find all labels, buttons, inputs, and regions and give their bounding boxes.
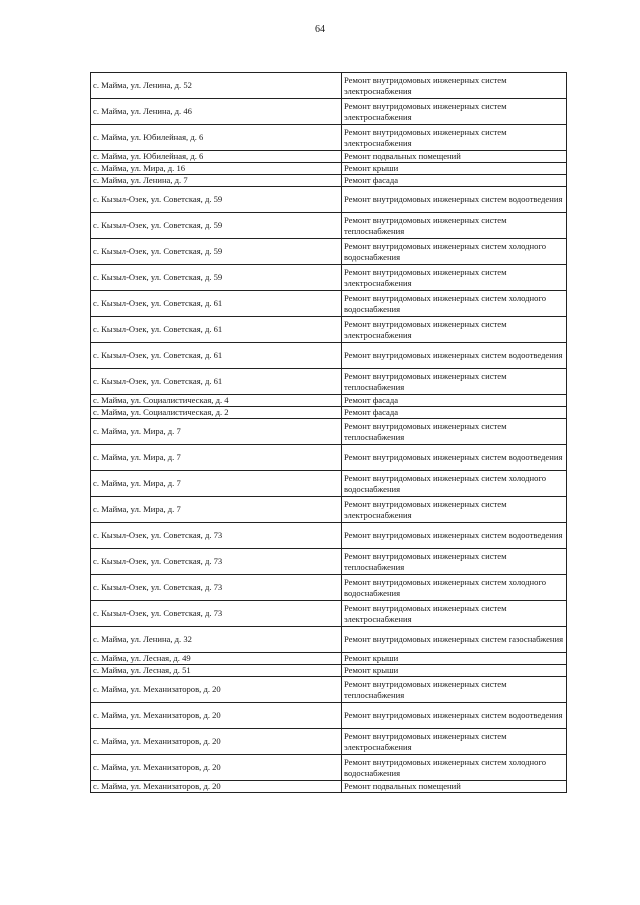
address-cell: с. Майма, ул. Юбилейная, д. 6 [91, 151, 342, 163]
table-row [91, 601, 567, 627]
table-row [91, 369, 567, 395]
table-row [91, 781, 567, 793]
table-row [91, 407, 567, 419]
table-row [91, 73, 567, 99]
work-type-cell: Ремонт внутридомовых инженерных систем холодного водоснабжения [342, 239, 567, 265]
work-type-cell: Ремонт внутридомовых инженерных систем электроснабжения [342, 99, 567, 125]
address-cell: с. Майма, ул. Механизаторов, д. 20 [91, 703, 342, 729]
table-row [91, 575, 567, 601]
address-cell: с. Майма, ул. Мира, д. 16 [91, 163, 342, 175]
work-type-cell: Ремонт крыши [342, 665, 567, 677]
table-row [91, 151, 567, 163]
work-type-cell: Ремонт внутридомовых инженерных систем водоотведения [342, 187, 567, 213]
address-cell: с. Кызыл-Озек, ул. Советская, д. 59 [91, 265, 342, 291]
address-cell: с. Майма, ул. Ленина, д. 7 [91, 175, 342, 187]
work-type-cell: Ремонт внутридомовых инженерных систем электроснабжения [342, 265, 567, 291]
work-type-cell: Ремонт внутридомовых инженерных систем электроснабжения [342, 497, 567, 523]
page-number: 64 [315, 24, 325, 35]
address-cell: с. Майма, ул. Ленина, д. 46 [91, 99, 342, 125]
table-row [91, 125, 567, 151]
table-row [91, 265, 567, 291]
work-type-cell: Ремонт внутридомовых инженерных систем водоотведения [342, 523, 567, 549]
table-row [91, 497, 567, 523]
table-row [91, 291, 567, 317]
address-cell: с. Майма, ул. Механизаторов, д. 20 [91, 729, 342, 755]
address-cell: с. Майма, ул. Ленина, д. 32 [91, 627, 342, 653]
table-row [91, 99, 567, 125]
work-type-cell: Ремонт подвальных помещений [342, 151, 567, 163]
work-type-cell: Ремонт фасада [342, 175, 567, 187]
repair-works-table [90, 72, 567, 793]
table-row [91, 677, 567, 703]
table-row [91, 395, 567, 407]
work-type-cell: Ремонт внутридомовых инженерных систем электроснабжения [342, 601, 567, 627]
address-cell: с. Майма, ул. Мира, д. 7 [91, 471, 342, 497]
address-cell: с. Майма, ул. Мира, д. 7 [91, 497, 342, 523]
address-cell: с. Кызыл-Озек, ул. Советская, д. 61 [91, 291, 342, 317]
work-type-cell: Ремонт внутридомовых инженерных систем водоотведения [342, 703, 567, 729]
work-type-cell: Ремонт внутридомовых инженерных систем холодного водоснабжения [342, 575, 567, 601]
work-type-cell: Ремонт внутридомовых инженерных систем холодного водоснабжения [342, 471, 567, 497]
work-type-cell: Ремонт внутридомовых инженерных систем теплоснабжения [342, 549, 567, 575]
table-row [91, 627, 567, 653]
work-type-cell: Ремонт внутридомовых инженерных систем теплоснабжения [342, 677, 567, 703]
work-type-cell: Ремонт внутридомовых инженерных систем холодного водоснабжения [342, 291, 567, 317]
work-type-cell: Ремонт крыши [342, 653, 567, 665]
table-row [91, 343, 567, 369]
table-row [91, 213, 567, 239]
address-cell: с. Кызыл-Озек, ул. Советская, д. 59 [91, 239, 342, 265]
table-row [91, 187, 567, 213]
table-body [91, 73, 567, 793]
address-cell: с. Кызыл-Озек, ул. Советская, д. 61 [91, 317, 342, 343]
work-type-cell: Ремонт крыши [342, 163, 567, 175]
table-row [91, 549, 567, 575]
address-cell: с. Майма, ул. Механизаторов, д. 20 [91, 781, 342, 793]
table-row [91, 471, 567, 497]
work-type-cell: Ремонт внутридомовых инженерных систем электроснабжения [342, 125, 567, 151]
work-type-cell: Ремонт внутридомовых инженерных систем электроснабжения [342, 729, 567, 755]
table-row [91, 755, 567, 781]
address-cell: с. Кызыл-Озек, ул. Советская, д. 73 [91, 601, 342, 627]
address-cell: с. Кызыл-Озек, ул. Советская, д. 61 [91, 343, 342, 369]
address-cell: с. Майма, ул. Механизаторов, д. 20 [91, 755, 342, 781]
address-cell: с. Кызыл-Озек, ул. Советская, д. 73 [91, 549, 342, 575]
table-row [91, 419, 567, 445]
work-type-cell: Ремонт внутридомовых инженерных систем водоотведения [342, 445, 567, 471]
work-type-cell: Ремонт фасада [342, 407, 567, 419]
address-cell: с. Майма, ул. Лесная, д. 51 [91, 665, 342, 677]
address-cell: с. Майма, ул. Социалистическая, д. 2 [91, 407, 342, 419]
address-cell: с. Кызыл-Озек, ул. Советская, д. 73 [91, 575, 342, 601]
table-row [91, 523, 567, 549]
work-type-cell: Ремонт внутридомовых инженерных систем теплоснабжения [342, 369, 567, 395]
address-cell: с. Кызыл-Озек, ул. Советская, д. 73 [91, 523, 342, 549]
table-row [91, 703, 567, 729]
address-cell: с. Майма, ул. Лесная, д. 49 [91, 653, 342, 665]
table-row [91, 665, 567, 677]
work-type-cell: Ремонт фасада [342, 395, 567, 407]
work-type-cell: Ремонт внутридомовых инженерных систем теплоснабжения [342, 213, 567, 239]
table-row [91, 175, 567, 187]
table-row [91, 653, 567, 665]
table-row [91, 163, 567, 175]
work-type-cell: Ремонт внутридомовых инженерных систем холодного водоснабжения [342, 755, 567, 781]
address-cell: с. Майма, ул. Социалистическая, д. 4 [91, 395, 342, 407]
table-row [91, 729, 567, 755]
address-cell: с. Майма, ул. Мира, д. 7 [91, 445, 342, 471]
work-type-cell: Ремонт внутридомовых инженерных систем электроснабжения [342, 73, 567, 99]
address-cell: с. Майма, ул. Механизаторов, д. 20 [91, 677, 342, 703]
table-row [91, 239, 567, 265]
address-cell: с. Кызыл-Озек, ул. Советская, д. 61 [91, 369, 342, 395]
address-cell: с. Майма, ул. Юбилейная, д. 6 [91, 125, 342, 151]
table-row [91, 445, 567, 471]
work-type-cell: Ремонт подвальных помещений [342, 781, 567, 793]
work-type-cell: Ремонт внутридомовых инженерных систем теплоснабжения [342, 419, 567, 445]
table-row [91, 317, 567, 343]
address-cell: с. Майма, ул. Мира, д. 7 [91, 419, 342, 445]
work-type-cell: Ремонт внутридомовых инженерных систем водоотведения [342, 343, 567, 369]
address-cell: с. Майма, ул. Ленина, д. 52 [91, 73, 342, 99]
address-cell: с. Кызыл-Озек, ул. Советская, д. 59 [91, 187, 342, 213]
work-type-cell: Ремонт внутридомовых инженерных систем электроснабжения [342, 317, 567, 343]
address-cell: с. Кызыл-Озек, ул. Советская, д. 59 [91, 213, 342, 239]
work-type-cell: Ремонт внутридомовых инженерных систем газоснабжения [342, 627, 567, 653]
